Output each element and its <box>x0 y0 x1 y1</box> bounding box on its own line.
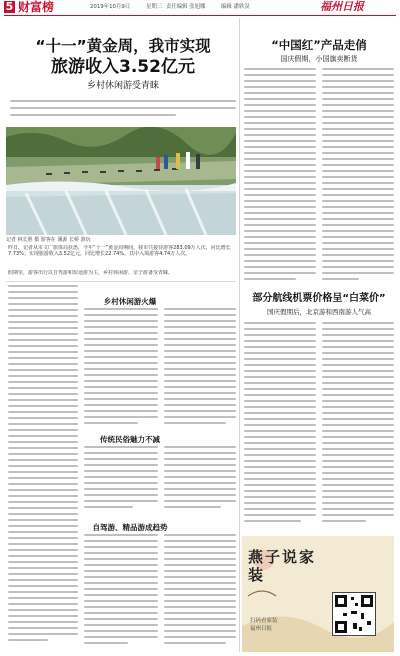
right-mid-col-2-text <box>322 322 394 530</box>
subhead-folk: 传统民俗魅力不减 <box>100 435 160 444</box>
issue-date: 2019年10月9日 <box>90 4 131 10</box>
waterfall-scene-image <box>6 127 236 235</box>
qr-code-icon[interactable] <box>332 592 376 636</box>
newspaper-logo: 福州日报 <box>320 0 364 13</box>
right-mid-col-1-text <box>244 322 316 530</box>
left-col-3-mid-text <box>164 446 236 516</box>
left-col-2-bottom-text <box>84 534 158 650</box>
ad-caption-2: 福州日报 <box>250 626 273 632</box>
subhead-selfdrive: 自驾游、精品游成趋势 <box>92 523 168 532</box>
lead-title-line2: 旅游收入3.52亿元 <box>51 57 195 77</box>
lead-photo <box>6 127 236 235</box>
subhead-rural: 乡村休闲游火爆 <box>103 297 157 306</box>
left-col-3-bottom-text <box>164 534 236 650</box>
right-top-col-2-text <box>322 68 394 288</box>
lead-lines <box>10 98 236 122</box>
right-mid-subtitle: 国庆假期后，北京游和西南游人气高 <box>267 308 371 316</box>
lead-intro: 昨日，记者从市文广旅体局获悉，今年“十一”黄金周期间，我市共接待游客283.09万人次，同比增长7.73%；实现旅游收入3.52亿元，同比增长22.74%，其中入境游客4.74万人次。 <box>8 245 231 258</box>
designer-credit: 编辑 潘轶淏 <box>221 4 250 10</box>
page-header <box>0 0 400 14</box>
qr-pattern <box>333 593 375 635</box>
editor-credit: 责任编辑 张旭娜 <box>166 4 206 10</box>
left-col-1-text <box>8 285 78 650</box>
left-col-3-top-text <box>164 308 236 428</box>
left-col-2-mid-text <box>84 446 158 516</box>
right-top-title: “中国红”产品走俏 <box>271 38 367 52</box>
header-rule <box>4 15 396 16</box>
photo-caption: 记者 林长胜 摄 游客在 溪源 长桥 游玩 <box>6 237 91 243</box>
ad-title: 燕子说家装 <box>248 548 317 584</box>
right-top-subtitle: 国庆假期，小国旗卖断货 <box>280 55 358 63</box>
column-divider <box>239 18 240 652</box>
lead-title-line1: “十一”黄金周，我市实现 <box>35 37 211 55</box>
right-top-col-1-text <box>244 68 316 288</box>
ad-caption-1: 扫码看家装 <box>250 618 278 624</box>
section-title: 财富榜 <box>18 0 55 14</box>
divider <box>6 281 236 282</box>
lead-subtitle: 乡村休闲游受青睐 <box>86 81 159 91</box>
page-number: 5 <box>5 0 14 13</box>
left-col-2-top-text <box>84 308 158 428</box>
lead-intro-2: 假期里，游客出行以自驾游和短途游为主，乡村休闲游、亲子游备受青睐。 <box>8 270 174 276</box>
issue-weekday: 星期三 <box>146 4 163 10</box>
right-mid-title: 部分航线机票价格呈“白菜价” <box>252 293 386 304</box>
